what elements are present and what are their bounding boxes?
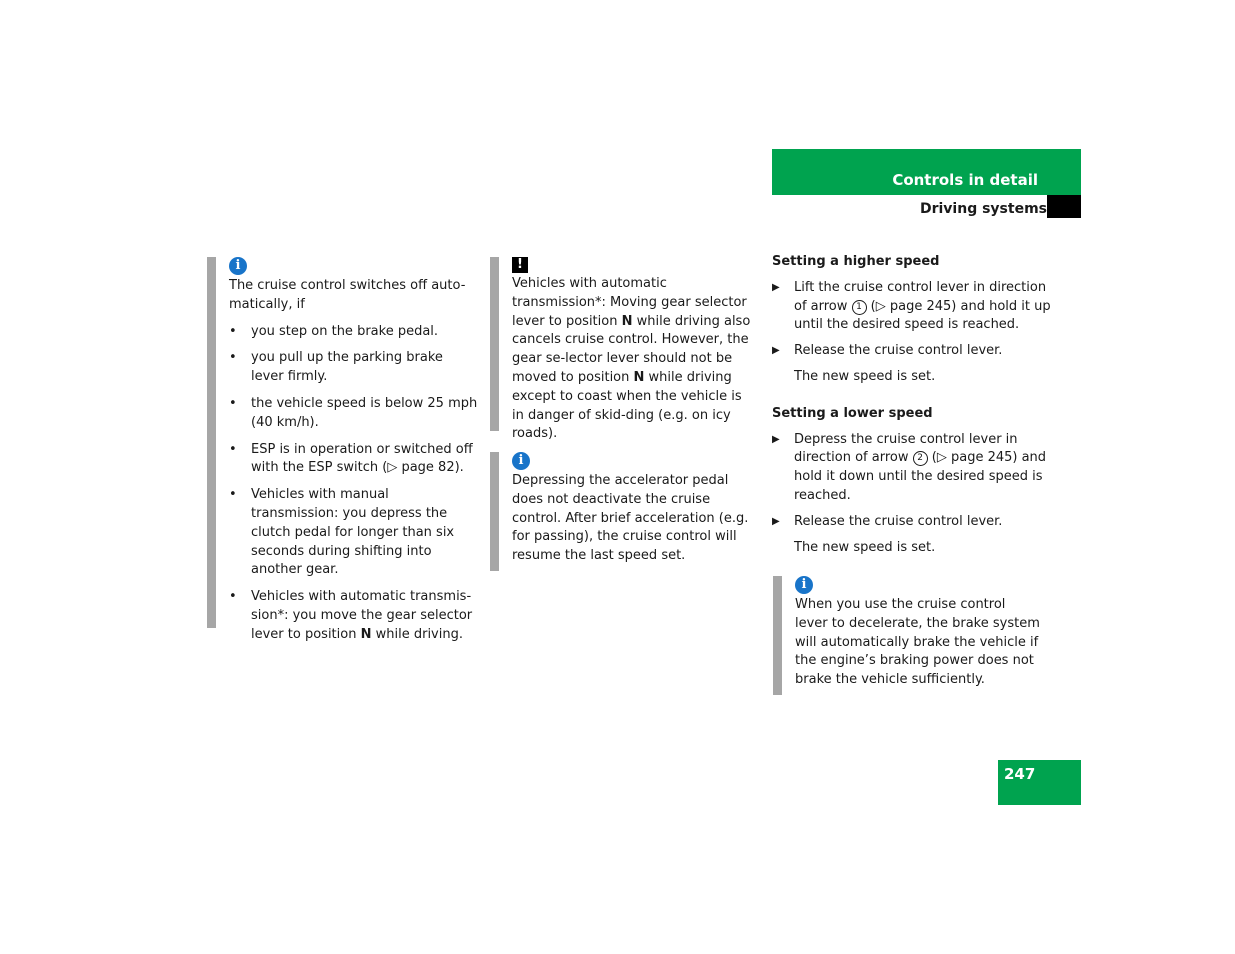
page-number: 247 [1004,765,1036,783]
bullet-arrow-icon: ▶ [772,433,780,445]
step-result: The new speed is set. [794,368,936,384]
list-item: • you pull up the parking brake lever firmly. [229,350,443,385]
list-item: • Vehicles with automatic transmis-sion*: you move the gear selector lever to position N while driving. [229,589,473,642]
chapter-header-bar [772,149,1081,195]
step-item: ▶ Lift the cruise control lever in direction of arrow 1 (▷ page 245) and hold it up until the desired speed is reached. [772,279,1051,333]
section-title: Driving systems [919,201,1047,217]
step-item: ▶ Depress the cruise control lever in direction of arrow 2 (▷ page 245) and hold it down until the desired speed is reached. [772,431,1047,503]
info-icon: i [512,452,530,470]
arrow-number-badge: 1 [852,300,867,315]
page-reference: ▷ page 82 [387,460,455,476]
list-item: • you step on the brake pedal. [229,323,439,339]
heading-lower-speed: Setting a lower speed [772,405,933,421]
page-reference: ▷ page 245 [936,450,1013,466]
step-item: ▶ Release the cruise control lever. [772,342,1062,361]
bullet-arrow-icon: ▶ [772,345,780,357]
info-text: When you use the cruise control lever to decelerate, the brake system will automatically brake the vehicle if the engine’s braking power does not brake the vehicle sufficiently. [795,597,1040,688]
info-icon: i [795,576,813,594]
arrow-number-badge: 2 [913,451,928,466]
info-icon: i [229,257,247,275]
speed-instructions [772,253,1062,557]
chapter-title: Controls in detail [892,171,1038,189]
warning-text: Vehicles with automatic transmission*: Moving gear selector lever to position N while driving also cancels cruise control. However, the gear se-lector lever should not be moved to position N while driving except to coast when the vehicle is in danger of skid-ding (e.g. on icy roads). [512,276,751,442]
step-item: ▶ Release the cruise control lever. [772,513,1062,532]
exclamation-icon: ! [512,257,528,273]
step-result: The new speed is set. [794,539,936,555]
info-note-deceleration [773,576,1043,695]
page-number-box [998,760,1081,805]
list-item: • the vehicle speed is below 25 mph (40 km/h). [229,395,478,430]
bullet-arrow-icon: ▶ [772,281,780,293]
section-marker [1047,195,1081,218]
list-item: • ESP is in operation or switched off with the ESP switch (▷ page 82). [229,441,473,476]
note-intro: The cruise control switches off auto-matically, if [229,278,466,312]
condition-list [229,323,479,645]
heading-higher-speed: Setting a higher speed [772,254,940,269]
page-reference: ▷ page 245 [875,298,952,314]
warning-note [490,257,760,442]
info-note-cruise-off [207,257,478,642]
bullet-arrow-icon: ▶ [772,515,780,527]
info-text: Depressing the accelerator pedal does not deactivate the cruise control. After brief acceleration (e.g. for passing), the cruise control will resume the last speed set. [512,473,749,564]
info-note-accelerator [490,452,760,571]
list-item: • Vehicles with manual transmission: you depress the clutch pedal for longer than six seconds during shifting into another gear. [229,487,455,578]
